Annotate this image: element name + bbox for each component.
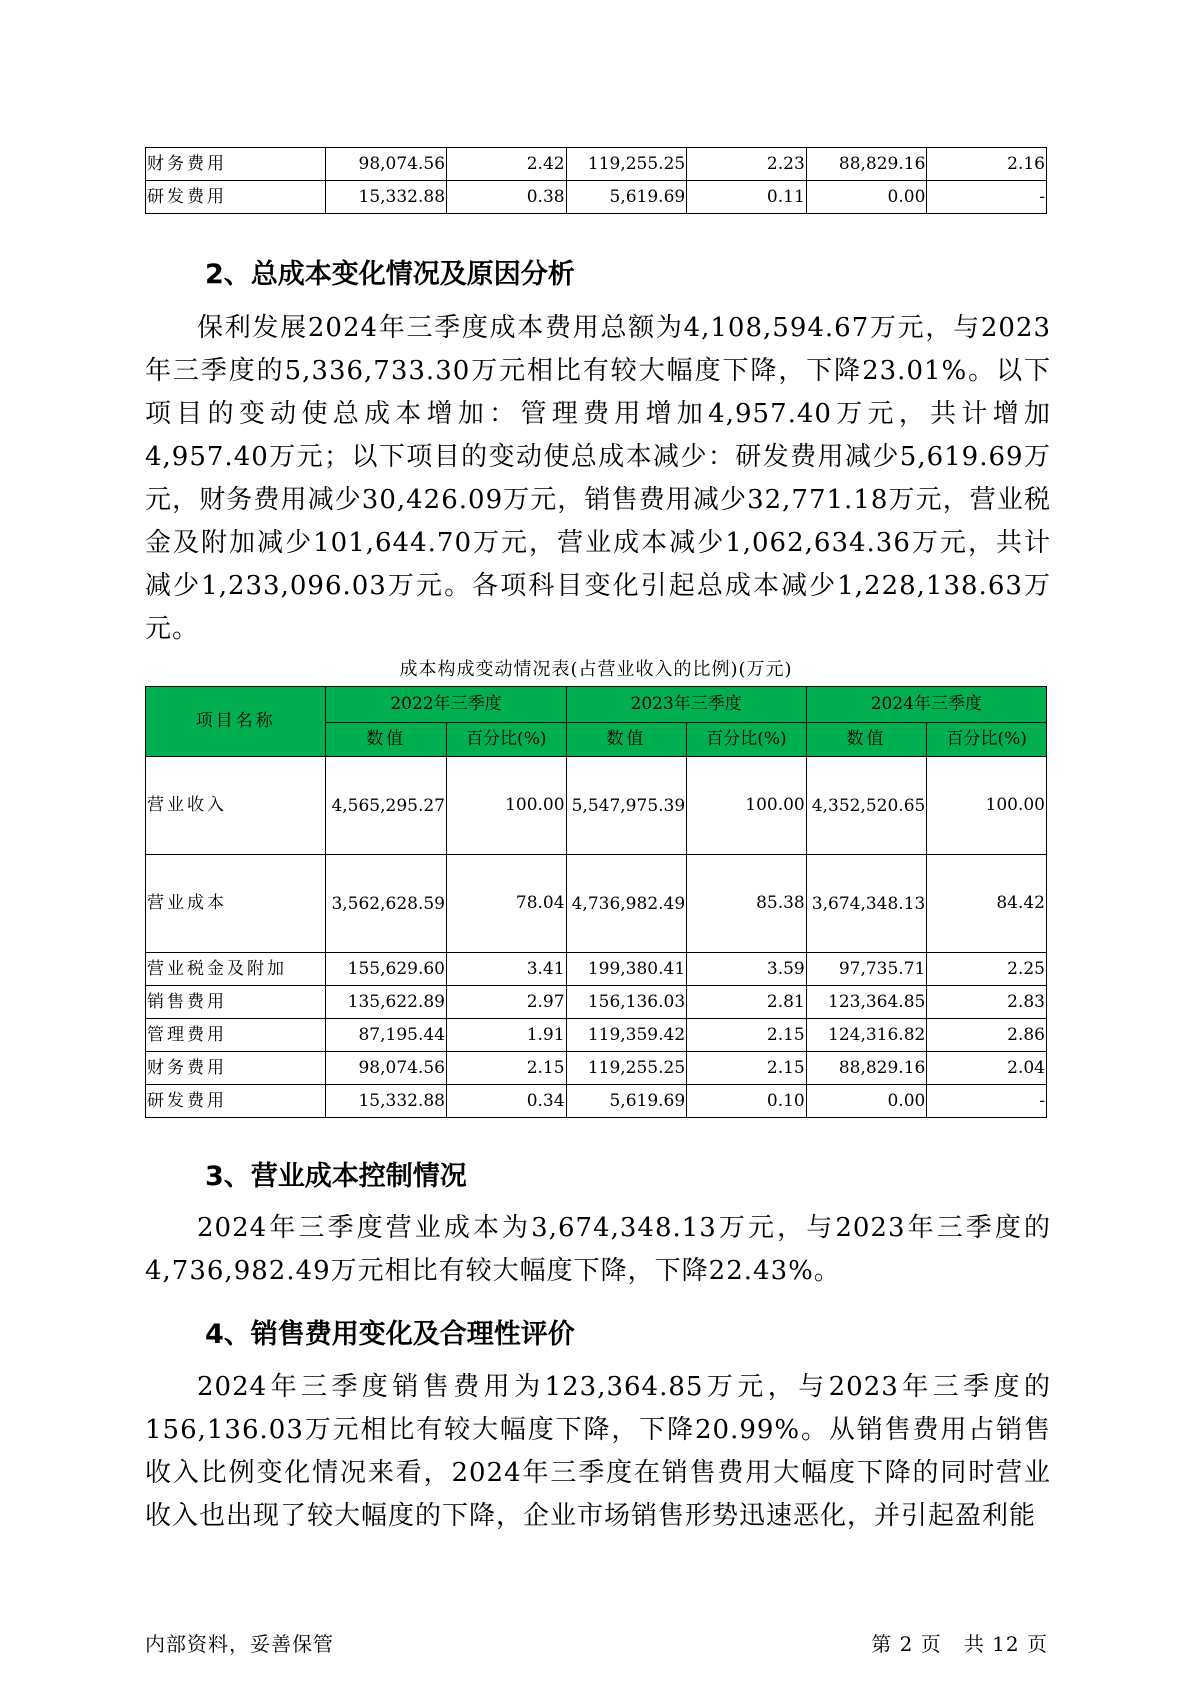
table-cell: 0.10 <box>687 1085 807 1118</box>
table-row <box>146 986 1047 1019</box>
table-cell: 5,619.69 <box>566 181 687 214</box>
table-cell: 124,316.82 <box>806 1019 927 1052</box>
table-cell: 85.38 <box>687 855 807 953</box>
table-cell: 88,829.16 <box>806 148 927 181</box>
table-cell: 2.23 <box>687 148 807 181</box>
table-cell: 3,562,628.59 <box>326 855 447 953</box>
table-cell: 3.41 <box>447 953 567 986</box>
table-row <box>146 1019 1047 1052</box>
table-cell: 100.00 <box>447 757 567 855</box>
column-header-period: 2024年三季度 <box>806 687 1046 723</box>
table-cell: 98,074.56 <box>326 148 447 181</box>
table-cell: 2.81 <box>687 986 807 1019</box>
table-cell: 135,622.89 <box>326 986 447 1019</box>
page-number-label: 第 2 页 <box>871 1632 942 1656</box>
table-cell: 84.42 <box>927 855 1047 953</box>
table-cell: 2.15 <box>687 1019 807 1052</box>
row-label: 营业税金及附加 <box>146 953 326 986</box>
footer-page-number <box>871 1628 1048 1657</box>
table-row <box>146 1085 1047 1118</box>
table-row <box>146 953 1047 986</box>
table-row <box>146 181 1047 214</box>
table-cell: 15,332.88 <box>326 181 447 214</box>
table-cell: 97,735.71 <box>806 953 927 986</box>
table-cell: 0.00 <box>806 1085 927 1118</box>
cost-table-continuation <box>145 147 1047 214</box>
footer-confidential-note: 内部资料，妥善保管 <box>145 1632 334 1656</box>
table-caption: 成本构成变动情况表(占营业收入的比例)(万元) <box>399 659 793 680</box>
table-cell: 2.04 <box>927 1052 1047 1085</box>
row-label: 销售费用 <box>146 986 326 1019</box>
table-cell: 119,359.42 <box>566 1019 687 1052</box>
table-cell: 3,674,348.13 <box>806 855 927 953</box>
table-cell: 155,629.60 <box>326 953 447 986</box>
table-cell: 3.59 <box>687 953 807 986</box>
table-cell: 78.04 <box>447 855 567 953</box>
table-cell: 2.83 <box>927 986 1047 1019</box>
table-cell: 15,332.88 <box>326 1085 447 1118</box>
column-header-percent: 百分比(%) <box>927 723 1047 757</box>
column-header-item: 项目名称 <box>146 687 326 757</box>
table-cell: 119,255.25 <box>566 1052 687 1085</box>
table-cell: 4,565,295.27 <box>326 757 447 855</box>
table-cell: 5,619.69 <box>566 1085 687 1118</box>
table-row <box>146 855 1047 953</box>
section-paragraph: 2024年三季度销售费用为123,364.85万元，与2023年三季度的156,136.03万元相比有较大幅度下降，下降20.99%。从销售费用占销售收入比例变化情况来看，2024年三季度在销售费用大幅度下降的同时营业收入也出现了较大幅度的下降，企业市场销售形势迅速恶化，并引起盈利能 <box>145 1372 1051 1531</box>
table-row <box>146 757 1047 855</box>
table-cell: - <box>927 1085 1047 1118</box>
table-cell: 2.15 <box>687 1052 807 1085</box>
row-label: 管理费用 <box>146 1019 326 1052</box>
table-cell: 2.25 <box>927 953 1047 986</box>
table-cell: 0.38 <box>447 181 567 214</box>
column-header-period: 2023年三季度 <box>566 687 806 723</box>
row-label: 财务费用 <box>146 1052 326 1085</box>
table-cell: 87,195.44 <box>326 1019 447 1052</box>
table-cell: - <box>927 181 1047 214</box>
table-cell: 2.97 <box>447 986 567 1019</box>
table-cell: 100.00 <box>687 757 807 855</box>
table-row <box>146 1052 1047 1085</box>
table-header-row <box>146 687 1047 723</box>
section-heading: 2、总成本变化情况及原因分析 <box>205 259 575 290</box>
column-header-percent: 百分比(%) <box>687 723 807 757</box>
table-cell: 0.11 <box>687 181 807 214</box>
table-cell: 156,136.03 <box>566 986 687 1019</box>
column-header-value: 数值 <box>806 723 927 757</box>
table-row <box>146 148 1047 181</box>
column-header-value: 数值 <box>326 723 447 757</box>
table-cell: 4,352,520.65 <box>806 757 927 855</box>
table-cell: 4,736,982.49 <box>566 855 687 953</box>
table-cell: 119,255.25 <box>566 148 687 181</box>
row-label: 营业成本 <box>146 855 326 953</box>
row-label: 研发费用 <box>146 181 326 214</box>
row-label: 研发费用 <box>146 1085 326 1118</box>
table-cell: 5,547,975.39 <box>566 757 687 855</box>
column-header-value: 数值 <box>566 723 687 757</box>
table-cell: 199,380.41 <box>566 953 687 986</box>
table-cell: 0.34 <box>447 1085 567 1118</box>
row-label: 财务费用 <box>146 148 326 181</box>
cost-structure-table <box>145 686 1047 1118</box>
table-cell: 2.15 <box>447 1052 567 1085</box>
section-paragraph: 保利发展2024年三季度成本费用总额为4,108,594.67万元，与2023年三季度的5,336,733.30万元相比有较大幅度下降，下降23.01%。以下项目的变动使总成本增加：管理费用增加4,957.40万元，共计增加4,957.40万元；以下项目的变动使总成本减少：研发费用减少5,619.69万元，财务费用减少30,426.09万元，销售费用减少32,771.18万元，营业税金及附加减少101,644.70万元，营业成本减少1,062,634.36万元，共计减少1,233,096.03万元。各项科目变化引起总成本减少1,228,138.63万元。 <box>145 313 1051 644</box>
table-cell: 98,074.56 <box>326 1052 447 1085</box>
section-heading: 4、销售费用变化及合理性评价 <box>205 1319 575 1350</box>
column-header-period: 2022年三季度 <box>326 687 566 723</box>
row-label: 营业收入 <box>146 757 326 855</box>
table-cell: 100.00 <box>927 757 1047 855</box>
section-paragraph: 2024年三季度营业成本为3,674,348.13万元，与2023年三季度的4,736,982.49万元相比有较大幅度下降，下降22.43%。 <box>145 1213 1051 1286</box>
table-cell: 1.91 <box>447 1019 567 1052</box>
section-heading: 3、营业成本控制情况 <box>205 1161 467 1192</box>
table-cell: 2.16 <box>927 148 1047 181</box>
table-cell: 2.86 <box>927 1019 1047 1052</box>
table-cell: 2.42 <box>447 148 567 181</box>
column-header-percent: 百分比(%) <box>447 723 567 757</box>
table-cell: 0.00 <box>806 181 927 214</box>
table-cell: 88,829.16 <box>806 1052 927 1085</box>
table-cell: 123,364.85 <box>806 986 927 1019</box>
page-total-label: 共 12 页 <box>963 1632 1048 1656</box>
